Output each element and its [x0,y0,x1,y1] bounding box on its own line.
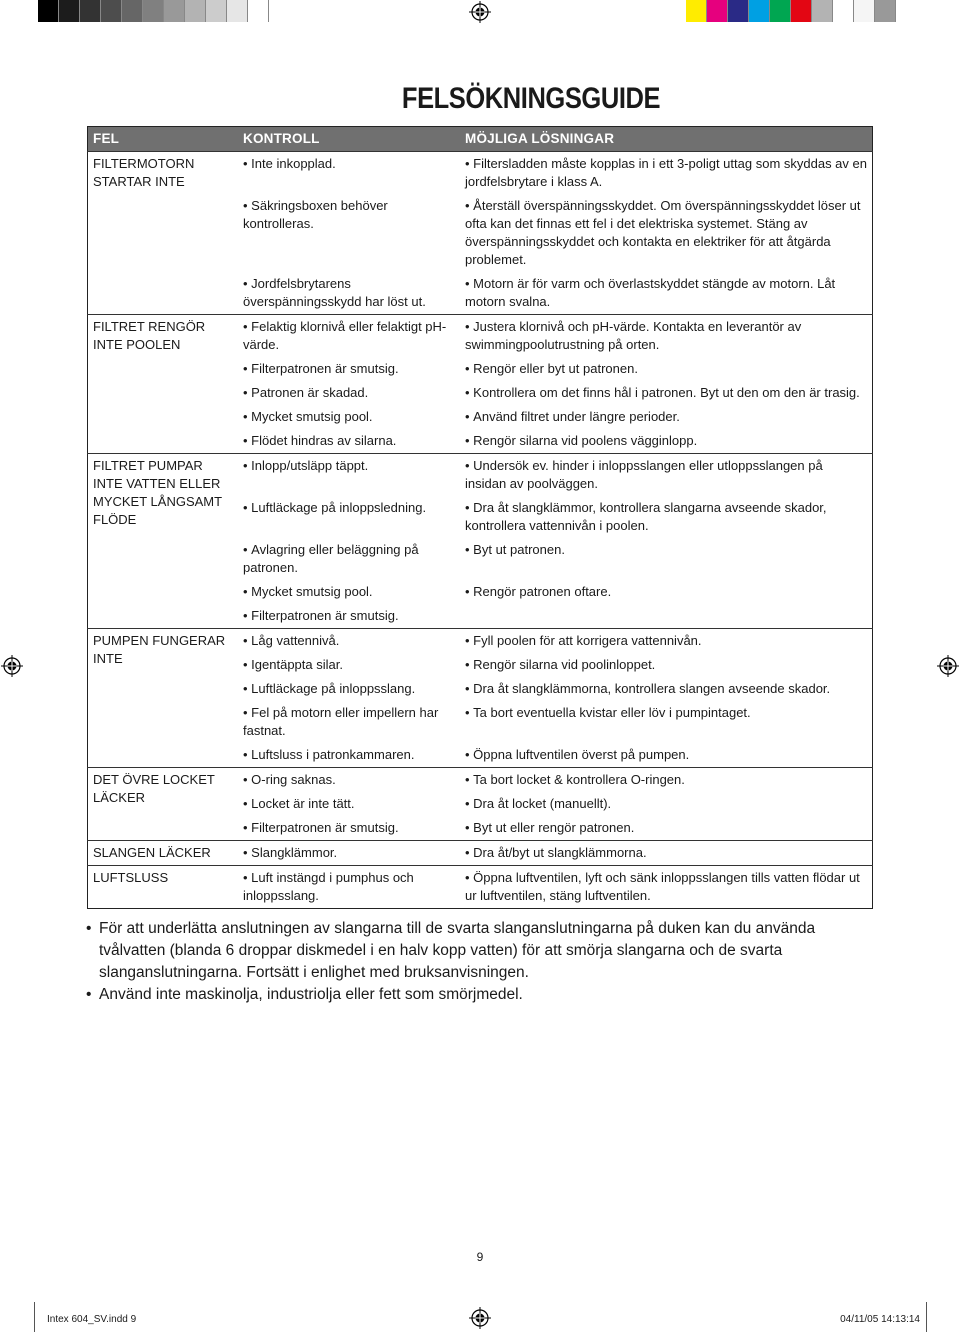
solution-text: • Rengör eller byt ut patronen. [465,361,638,376]
registration-mark-icon [1,655,23,677]
solution-text: • Byt ut patronen. [465,542,565,557]
solution-text: • Ta bort eventuella kvistar eller löv i pumpintaget. [465,705,751,720]
solution-text: • Justera klornivå och pH-värde. Kontakta en leverantör av swimmingpoolutrustning på orten. [465,319,801,352]
footer-datetime: 04/11/05 14:13:14 [840,1314,920,1325]
check-text: • Luftläckage på inloppsledning. [243,500,426,515]
fault-cell: PUMPEN FUNGERAR INTE [88,629,239,768]
check-cell [238,580,460,604]
table-row [88,629,873,654]
check-cell [238,604,460,629]
check-cell [238,357,460,381]
color-swatch [854,0,875,22]
check-cell [238,405,460,429]
solution-cell [460,315,873,358]
color-swatch [101,0,122,22]
check-text: • Säkringsboxen behöver kontrolleras. [243,198,388,231]
solution-text: • Filtersladden måste kopplas in i ett 3-poligt uttag som skyddas av en jordfelsbrytare i klass A. [465,156,867,189]
column-header-losningar: MÖJLIGA LÖSNINGAR [460,127,873,152]
solution-text: • Undersök ev. hinder i inloppsslangen eller utloppsslangen på insidan av poolväggen. [465,458,823,491]
solution-text: • Återställ överspänningsskyddet. Om överspänningsskyddet löser ut ofta kan det finnas ett fel i det elektriska systemet. Stäng av överspänningsskyddet och kontakta en elektriker för att åtgärda problemet. [465,198,860,267]
check-text: • Filterpatronen är smutsig. [243,820,399,835]
check-cell [238,429,460,454]
solution-text: • Rengör silarna vid poolens vägginlopp. [465,433,697,448]
solution-cell [460,792,873,816]
check-text: • Igentäppta silar. [243,657,343,672]
fault-cell: LUFTSLUSS [88,866,239,909]
color-swatch [80,0,101,22]
check-text: • Fel på motorn eller impellern har fastnat. [243,705,438,738]
solution-cell [460,816,873,841]
solution-cell [460,152,873,195]
solution-cell [460,677,873,701]
check-cell [238,653,460,677]
solution-cell [460,653,873,677]
check-cell [238,538,460,580]
solution-text: • Fyll poolen för att korrigera vattennivån. [465,633,702,648]
check-text: • Filterpatronen är smutsig. [243,608,399,623]
check-text: • Patronen är skadad. [243,385,368,400]
solution-text: • Dra åt/byt ut slangklämmorna. [465,845,647,860]
solution-text: • Rengör patronen oftare. [465,584,611,599]
color-swatch [206,0,227,22]
check-text: • Låg vattennivå. [243,633,339,648]
solution-cell [460,629,873,654]
solution-text: • Öppna luftventilen överst på pumpen. [465,747,689,762]
solution-text: • Kontrollera om det finns hål i patronen. Byt ut den om den är trasig. [465,385,860,400]
solution-cell [460,701,873,743]
solution-cell [460,272,873,315]
fault-cell: SLANGEN LÄCKER [88,841,239,866]
troubleshooting-table [87,126,873,909]
solution-cell [460,866,873,909]
check-cell [238,454,460,497]
notes-list [86,918,876,1006]
color-swatch [185,0,206,22]
color-swatch [749,0,770,22]
check-text: • Mycket smutsig pool. [243,409,373,424]
solution-cell [460,604,873,629]
solution-cell [460,357,873,381]
check-text: • Avlagring eller beläggning på patronen. [243,542,419,575]
cmyk-color-bar [686,0,896,22]
table-row [88,315,873,358]
solution-cell [460,194,873,272]
solution-cell [460,580,873,604]
check-cell [238,194,460,272]
solution-cell [460,768,873,793]
check-cell [238,629,460,654]
page-title: FELSÖKNINGSGUIDE [401,82,661,115]
table-row [88,841,873,866]
check-text: • O-ring saknas. [243,772,336,787]
registration-mark-icon [937,655,959,677]
registration-mark-icon [469,1,491,23]
fault-cell: DET ÖVRE LOCKET LÄCKER [88,768,239,841]
color-swatch [122,0,143,22]
solution-cell [460,496,873,538]
color-swatch [248,0,269,22]
check-text: • Filterpatronen är smutsig. [243,361,399,376]
table-header-row [88,127,873,152]
check-cell [238,701,460,743]
check-cell [238,496,460,538]
check-cell [238,677,460,701]
check-cell [238,315,460,358]
check-cell [238,816,460,841]
check-cell [238,272,460,315]
check-cell [238,381,460,405]
color-swatch [227,0,248,22]
check-text: • Luftläckage på inloppsslang. [243,681,415,696]
color-swatch [59,0,80,22]
color-swatch [143,0,164,22]
table-row [88,866,873,909]
check-text: • Luft instängd i pumphus och inloppsslang. [243,870,414,903]
check-cell [238,866,460,909]
solution-cell [460,429,873,454]
color-swatch [686,0,707,22]
color-swatch [707,0,728,22]
check-text: • Flödet hindras av silarna. [243,433,396,448]
solution-cell [460,454,873,497]
color-swatch [833,0,854,22]
table-row [88,152,873,195]
column-header-kontroll: KONTROLL [238,127,460,152]
solution-cell [460,538,873,580]
color-swatch [875,0,896,22]
note-item: • Använd inte maskinolja, industriolja eller fett som smörjmedel. [86,984,876,1006]
solution-text: • Motorn är för varm och överlastskyddet stängde av motorn. Låt motorn svalna. [465,276,835,309]
print-footer [34,1302,926,1332]
solution-text: • Dra åt slangklämmorna, kontrollera slangen avseende skador. [465,681,830,696]
check-text: • Locket är inte tätt. [243,796,355,811]
solution-text: • Ta bort locket & kontrollera O-ringen. [465,772,685,787]
color-swatch [38,0,59,22]
table-row [88,454,873,497]
color-swatch [791,0,812,22]
solution-text: • Rengör silarna vid poolinloppet. [465,657,655,672]
check-text: • Slangklämmor. [243,845,337,860]
fault-cell: FILTRET RENGÖR INTE POOLEN [88,315,239,454]
table-row [88,768,873,793]
check-cell [238,841,460,866]
check-text: • Luftsluss i patronkammaren. [243,747,414,762]
check-cell [238,152,460,195]
solution-text: • Dra åt slangklämmor, kontrollera slangarna avseende skador, kontrollera vattennivån i poolen. [465,500,827,533]
fault-cell: FILTRET PUMPAR INTE VATTEN ELLER MYCKET LÅNGSAMT FLÖDE [88,454,239,629]
solution-text: • Byt ut eller rengör patronen. [465,820,634,835]
solution-text: • Dra åt locket (manuellt). [465,796,611,811]
solution-cell [460,381,873,405]
check-cell [238,792,460,816]
column-header-fel: FEL [88,127,239,152]
note-item: • För att underlätta anslutningen av slangarna till de svarta slanganslutningarna på duken kan du använda tvålvatten (blanda 6 droppar diskmedel i en halv kopp vatten) för att smörja slangarna och de svarta slanganslutningarna. Fortsätt i enlighet med bruksanvisningen. [86,918,876,984]
fault-cell: FILTERMOTORN STARTAR INTE [88,152,239,315]
solution-text: • Använd filtret under längre perioder. [465,409,680,424]
solution-cell [460,743,873,768]
color-swatch [812,0,833,22]
solution-cell [460,841,873,866]
check-text: • Jordfelsbrytarens överspänningsskydd har löst ut. [243,276,426,309]
color-swatch [164,0,185,22]
color-swatch [770,0,791,22]
footer-filename: Intex 604_SV.indd 9 [47,1314,137,1325]
check-cell [238,743,460,768]
solution-text: • Öppna luftventilen, lyft och sänk inloppsslangen tills vatten flödar ut ur luftventilen, stäng luftventilen. [465,870,860,903]
check-cell [238,768,460,793]
check-text: • Inlopp/utsläpp täppt. [243,458,368,473]
check-text: • Mycket smutsig pool. [243,584,373,599]
crop-line [926,1302,927,1332]
solution-cell [460,405,873,429]
page-number: 9 [476,1250,484,1264]
color-swatch [728,0,749,22]
check-text: • Felaktig klornivå eller felaktigt pH-värde. [243,319,446,352]
grayscale-color-bar [38,0,269,22]
check-text: • Inte inkopplad. [243,156,336,171]
